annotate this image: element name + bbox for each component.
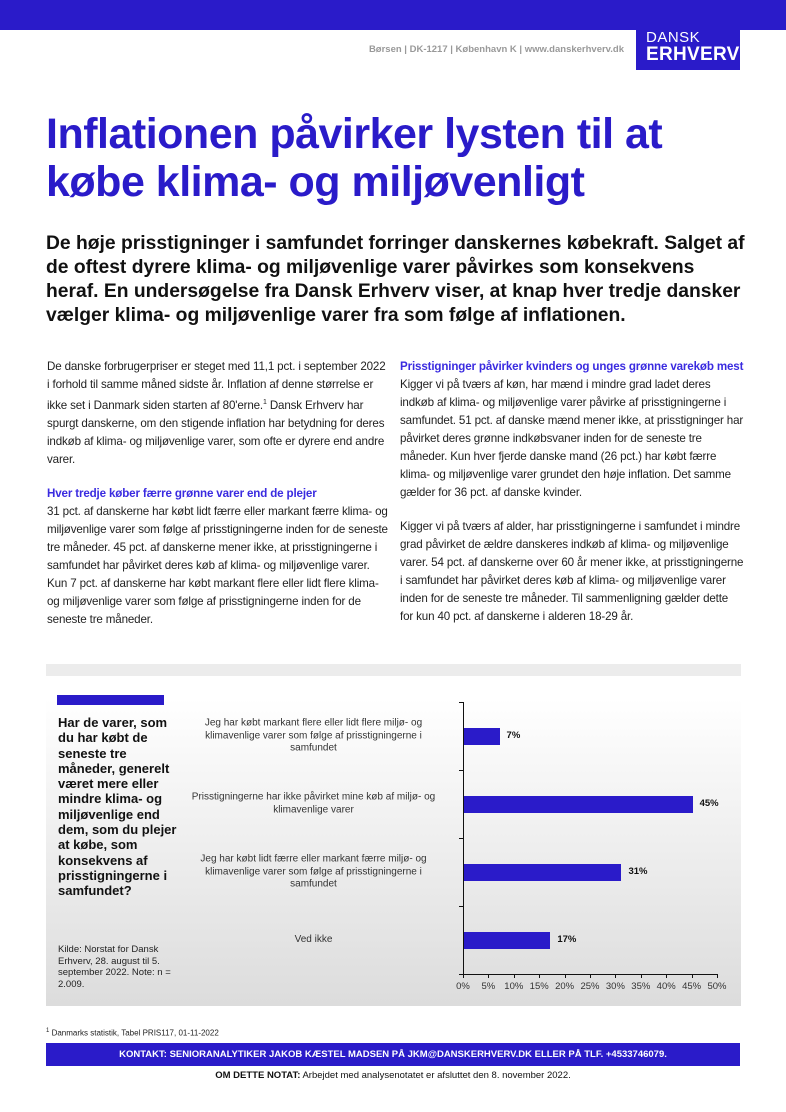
lead-paragraph: De høje prisstigninger i samfundet forringer danskernes købekraft. Salget af de oftest dyrere klima- og miljøvenlige varer påvirkes som konsekvens heraf. En undersøgelse fra Dansk Erhverv viser, at knap hver tredje dansker vælger klima- og miljøvenlige varer fra som følge af inflationen.: [46, 233, 745, 326]
value-label: 17%: [557, 934, 577, 945]
left-column: [47, 358, 391, 645]
value-label: 31%: [628, 866, 648, 877]
y-tick: [459, 770, 463, 771]
x-tick-label: 25%: [580, 981, 600, 992]
x-tick-label: 35%: [631, 981, 651, 992]
y-tick: [459, 906, 463, 907]
x-tick: [590, 974, 591, 978]
y-tick: [459, 838, 463, 839]
footnote: [46, 1028, 219, 1038]
x-tick: [539, 974, 540, 978]
value-label: 7%: [506, 730, 521, 741]
dansk-erhverv-logo: [636, 28, 740, 70]
x-tick-label: 45%: [682, 981, 702, 992]
figure-source: Kilde: Norstat for Dansk Erhverv, 28. august til 5. september 2022. Note: n = 2.009.: [58, 944, 171, 990]
x-tick-label: 15%: [529, 981, 549, 992]
x-tick-label: 0%: [456, 981, 470, 992]
address: Børsen | DK-1217 | København K | www.danskerhverv.dk: [368, 44, 624, 55]
intro-text-cont: Dansk Erhverv har spurgt danskerne, om den stigende inflation har betydning for deres indkøb af klima- og miljøvenlige varer, som ofte er dyrere end andre varer.: [47, 398, 385, 466]
x-tick-label: 40%: [656, 981, 676, 992]
bar: [464, 864, 621, 881]
intro-paragraph: [47, 358, 391, 469]
x-tick: [463, 974, 464, 978]
bar: [464, 932, 550, 949]
bar: [464, 796, 693, 813]
bar-chart: [46, 664, 741, 1006]
x-tick: [565, 974, 566, 978]
footnote-text: Danmarks statistik, Tabel PRIS117, 01-11-2022: [51, 1028, 219, 1038]
contact-bar: KONTAKT: SENIORANALYTIKER JAKOB KÆSTEL MADSEN PÅ JKM@DANSKERHVERV.DK ELLER PÅ TLF. +4533746079.: [46, 1043, 740, 1066]
x-tick: [615, 974, 616, 978]
x-tick: [514, 974, 515, 978]
x-tick-label: 50%: [707, 981, 727, 992]
logo-line2: ERHVERV: [646, 44, 740, 65]
x-tick-label: 20%: [555, 981, 575, 992]
x-tick: [666, 974, 667, 978]
category-label: Ved ikke: [294, 933, 333, 945]
logo-line1: DANSK: [646, 29, 701, 46]
x-tick: [692, 974, 693, 978]
x-tick: [641, 974, 642, 978]
about-note: [0, 1070, 786, 1081]
x-tick-label: 30%: [605, 981, 625, 992]
right-column: [400, 358, 744, 642]
section-body: 31 pct. af danskerne har købt lidt færre eller markant færre klima- og miljøvenlige varer som følge af prisstigningerne inden for de seneste tre måneder. 45 pct. af danskerne mener ikke, at prisstigningerne i samfundet har påvirket deres køb af klima- og miljøvenlige varer. Kun 7 pct. af danskerne har købt markant flere eller lidt flere klima- og miljøvenlige varer som følge af prisstigningerne inden for de seneste tre måneder.: [47, 504, 388, 626]
intro-text: De danske forbrugerpriser er steget med 11,1 pct. i september 2022 i forhold til samme måned sidste år. Inflation af denne størrelse er ikke set i Danmark siden starten af 80'erne.: [47, 360, 386, 412]
top-brand-bar: [0, 0, 786, 30]
category-label: Jeg har købt lidt færre eller markant færre miljø- og klimavenlige varer som følge af prisstigningerne i samfundet: [200, 853, 427, 890]
figure-panel: [46, 664, 741, 1006]
footnote-ref[interactable]: 1: [263, 399, 267, 406]
category-label: Jeg har købt markant flere eller lidt flere miljø- og klimavenlige varer som følge af prisstigningerne i samfundet: [204, 717, 423, 754]
x-tick: [717, 974, 718, 978]
section-body: Kigger vi på tværs af alder, har prisstigningerne i samfundet i mindre grad påvirket de ældre danskeres indkøb af klima- og miljøvenlige varer. 54 pct. af danskerne over 60 år mener ikke, at prisstigningerne i samfundet har påvirket deres køb af klima- og miljøvenlige varer inden for de seneste tre måneder. Til sammenligning gælder dette for kun 40 pct. af danskerne i alderen 18-29 år.: [400, 520, 744, 623]
x-tick-label: 10%: [504, 981, 524, 992]
page-title: Inflationen påvirker lysten til at købe klima- og miljøvenligt: [46, 110, 663, 206]
footnote-number: 1: [46, 1028, 50, 1034]
y-tick: [459, 702, 463, 703]
value-label: 45%: [699, 798, 719, 809]
category-label: Prisstigningerne har ikke påvirket mine køb af miljø- og klimavenlige varer: [191, 791, 436, 815]
figure-question: Har de varer, som du har købt de seneste tre måneder, generelt været mere eller mindre klima- og miljøvenlige end dem, som du plejer at købe, som konsekvens af prisstigningerne i samfundet?: [58, 715, 177, 899]
x-tick: [488, 974, 489, 978]
about-label: OM DETTE NOTAT:: [215, 1070, 301, 1081]
section-heading: Prisstigninger påvirker kvinders og unges grønne varekøb mest: [400, 360, 744, 373]
about-text: Arbejdet med analysenotatet er afsluttet den 8. november 2022.: [300, 1070, 571, 1081]
x-tick-label: 5%: [481, 981, 496, 992]
section-body: Kigger vi på tværs af køn, har mænd i mindre grad ladet deres indkøb af klima- og miljøvenlige varer påvirke af prisstigningerne i samfundet. 51 pct. af danske mænd mener ikke, at prisstigninger har påvirket deres grønne indkøbsvaner inden for de seneste tre måneder. Kun hver fjerde danske mand (26 pct.) har købt færre klima- og miljøvenlige varer grundet den høje inflation. Det samme gælder for 36 pct. af danske kvinder.: [400, 378, 744, 499]
section-heading: Hver tredje køber færre grønne varer end de plejer: [47, 486, 317, 500]
bar: [464, 728, 500, 745]
